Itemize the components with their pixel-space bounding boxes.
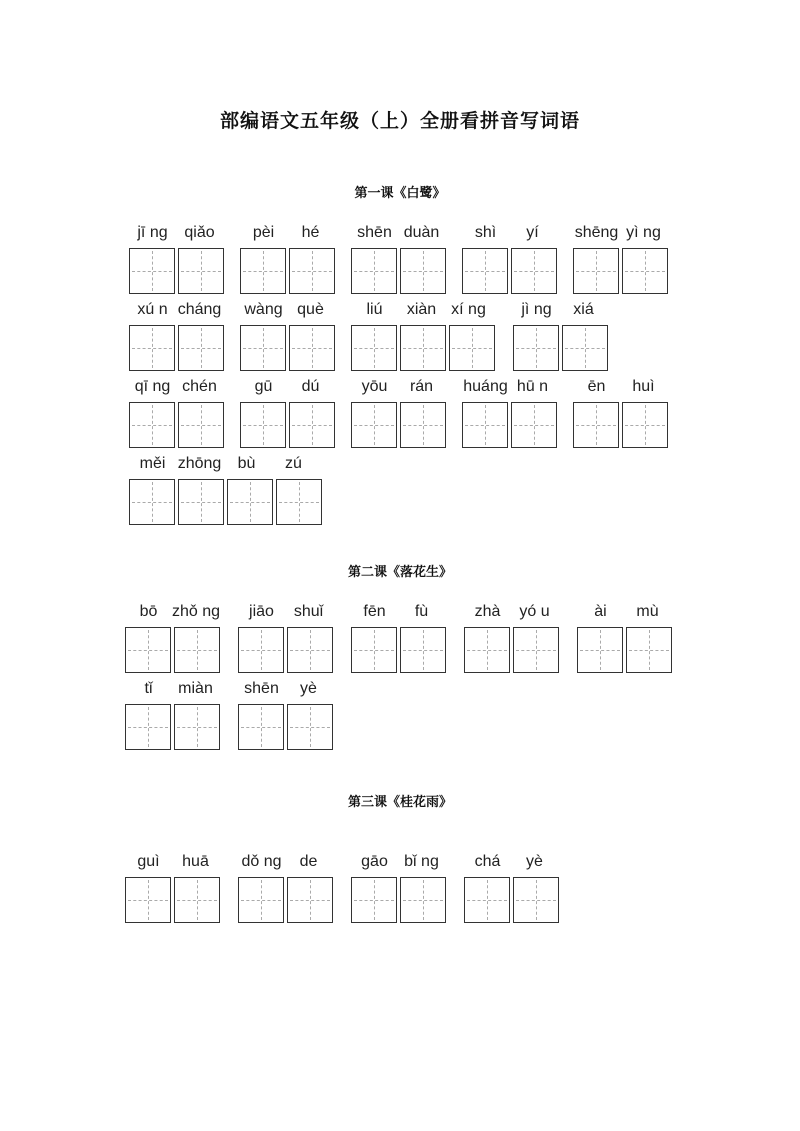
pinyin-syllable: ài bbox=[594, 603, 607, 620]
tianzige-cell[interactable] bbox=[511, 248, 557, 294]
pinyin-row bbox=[351, 853, 445, 877]
word-item bbox=[577, 603, 672, 673]
writing-cells bbox=[240, 248, 335, 294]
pinyin-syllable: què bbox=[297, 301, 324, 318]
writing-cells bbox=[129, 479, 322, 525]
tianzige-cell[interactable] bbox=[400, 877, 446, 923]
pinyin-syllable: hé bbox=[301, 224, 320, 241]
tianzige-cell[interactable] bbox=[178, 479, 224, 525]
pinyin-row bbox=[240, 224, 334, 248]
word-item bbox=[351, 224, 446, 294]
pinyin-row bbox=[351, 378, 445, 402]
word-item bbox=[125, 680, 220, 750]
word-item bbox=[240, 224, 335, 294]
tianzige-cell[interactable] bbox=[125, 704, 171, 750]
pinyin-syllable: hū n bbox=[516, 378, 549, 395]
pinyin-row bbox=[573, 378, 667, 402]
tianzige-cell[interactable] bbox=[400, 325, 446, 371]
writing-cells bbox=[573, 248, 668, 294]
pinyin-syllable: huā bbox=[182, 853, 209, 870]
pinyin-row bbox=[238, 680, 332, 704]
writing-cells bbox=[238, 704, 333, 750]
word-item bbox=[513, 301, 608, 371]
pinyin-syllable: shēng bbox=[574, 224, 619, 241]
pinyin-syllable: fēn bbox=[363, 603, 386, 620]
writing-cells bbox=[129, 402, 224, 448]
pinyin-row bbox=[129, 455, 317, 479]
writing-cells bbox=[513, 325, 608, 371]
pinyin-syllable: liú bbox=[366, 301, 383, 318]
writing-cells bbox=[351, 627, 446, 673]
writing-cells bbox=[351, 402, 446, 448]
tianzige-cell[interactable] bbox=[400, 627, 446, 673]
pinyin-row bbox=[238, 853, 332, 877]
pinyin-row bbox=[240, 378, 334, 402]
pinyin-row bbox=[573, 224, 667, 248]
word-item bbox=[351, 378, 446, 448]
tianzige-cell[interactable] bbox=[351, 402, 397, 448]
pinyin-row bbox=[462, 224, 556, 248]
pinyin-syllable: zhà bbox=[474, 603, 501, 620]
tianzige-cell[interactable] bbox=[351, 325, 397, 371]
tianzige-cell[interactable] bbox=[174, 704, 220, 750]
page-title: 部编语文五年级（上）全册看拼音写词语 bbox=[219, 110, 580, 132]
word-item bbox=[129, 455, 322, 525]
tianzige-cell[interactable] bbox=[125, 877, 171, 923]
tianzige-cell[interactable] bbox=[125, 627, 171, 673]
word-item bbox=[351, 603, 446, 673]
tianzige-cell[interactable] bbox=[464, 627, 510, 673]
writing-cells bbox=[238, 627, 333, 673]
pinyin-syllable: yí bbox=[526, 224, 539, 241]
pinyin-syllable: bō bbox=[139, 603, 158, 620]
tianzige-cell[interactable] bbox=[351, 248, 397, 294]
pinyin-syllable: gū bbox=[254, 378, 273, 395]
pinyin-syllable: shēn bbox=[244, 680, 279, 697]
pinyin-row bbox=[351, 603, 445, 627]
pinyin-syllable: guì bbox=[137, 853, 160, 870]
word-item bbox=[573, 224, 668, 294]
writing-cells bbox=[238, 877, 333, 923]
lesson-heading: 第一课《白鹭》 bbox=[354, 186, 446, 201]
tianzige-cell[interactable] bbox=[513, 325, 559, 371]
word-item bbox=[129, 378, 224, 448]
tianzige-cell[interactable] bbox=[178, 248, 224, 294]
pinyin-syllable: zhǒ ng bbox=[172, 603, 221, 620]
word-item bbox=[238, 603, 333, 673]
writing-cells bbox=[573, 402, 668, 448]
tianzige-cell[interactable] bbox=[462, 248, 508, 294]
word-item bbox=[240, 301, 335, 371]
tianzige-cell[interactable] bbox=[622, 402, 668, 448]
pinyin-syllable: huáng bbox=[463, 378, 508, 395]
pinyin-syllable: xiàn bbox=[406, 301, 437, 318]
pinyin-syllable: duàn bbox=[403, 224, 440, 241]
tianzige-cell[interactable] bbox=[449, 325, 495, 371]
pinyin-syllable: shì bbox=[474, 224, 497, 241]
tianzige-cell[interactable] bbox=[240, 402, 286, 448]
pinyin-row bbox=[129, 378, 223, 402]
word-item bbox=[462, 378, 557, 448]
lesson-heading: 第二课《落花生》 bbox=[347, 565, 452, 580]
pinyin-syllable: bǐ ng bbox=[404, 853, 439, 870]
pinyin-syllable: xú n bbox=[137, 301, 168, 318]
tianzige-cell[interactable] bbox=[573, 248, 619, 294]
pinyin-syllable: měi bbox=[139, 455, 166, 472]
word-item bbox=[351, 853, 446, 923]
pinyin-row bbox=[577, 603, 671, 627]
tianzige-cell[interactable] bbox=[129, 479, 175, 525]
pinyin-syllable: yì ng bbox=[626, 224, 661, 241]
tianzige-cell[interactable] bbox=[129, 325, 175, 371]
pinyin-row bbox=[129, 301, 223, 325]
tianzige-cell[interactable] bbox=[178, 325, 224, 371]
pinyin-syllable: bù bbox=[237, 455, 256, 472]
pinyin-syllable: chá bbox=[474, 853, 501, 870]
tianzige-cell[interactable] bbox=[289, 248, 335, 294]
pinyin-syllable: ēn bbox=[587, 378, 606, 395]
pinyin-syllable: dú bbox=[301, 378, 320, 395]
word-item bbox=[464, 853, 559, 923]
tianzige-cell[interactable] bbox=[562, 325, 608, 371]
tianzige-cell[interactable] bbox=[577, 627, 623, 673]
pinyin-syllable: fù bbox=[414, 603, 429, 620]
tianzige-cell[interactable] bbox=[513, 627, 559, 673]
pinyin-syllable: huì bbox=[632, 378, 655, 395]
pinyin-syllable: yó u bbox=[519, 603, 550, 620]
tianzige-cell[interactable] bbox=[513, 877, 559, 923]
word-item bbox=[238, 680, 333, 750]
tianzige-cell[interactable] bbox=[238, 627, 284, 673]
pinyin-row bbox=[513, 301, 607, 325]
tianzige-cell[interactable] bbox=[129, 402, 175, 448]
tianzige-cell[interactable] bbox=[238, 704, 284, 750]
tianzige-cell[interactable] bbox=[622, 248, 668, 294]
tianzige-cell[interactable] bbox=[287, 704, 333, 750]
writing-cells bbox=[464, 877, 559, 923]
pinyin-syllable: qiǎo bbox=[184, 224, 215, 241]
pinyin-row bbox=[240, 301, 334, 325]
word-item bbox=[125, 603, 220, 673]
pinyin-syllable: jiāo bbox=[249, 603, 274, 620]
writing-cells bbox=[129, 248, 224, 294]
pinyin-row bbox=[464, 603, 558, 627]
writing-cells bbox=[240, 402, 335, 448]
pinyin-syllable: cháng bbox=[177, 301, 222, 318]
word-item bbox=[125, 853, 220, 923]
tianzige-cell[interactable] bbox=[240, 248, 286, 294]
pinyin-syllable: miàn bbox=[178, 680, 213, 697]
tianzige-cell[interactable] bbox=[238, 877, 284, 923]
tianzige-cell[interactable] bbox=[287, 627, 333, 673]
word-item bbox=[462, 224, 557, 294]
pinyin-syllable: dǒ ng bbox=[241, 853, 282, 870]
pinyin-syllable: yè bbox=[526, 853, 543, 870]
tianzige-cell[interactable] bbox=[351, 627, 397, 673]
tianzige-cell[interactable] bbox=[129, 248, 175, 294]
tianzige-cell[interactable] bbox=[240, 325, 286, 371]
pinyin-row bbox=[125, 603, 219, 627]
pinyin-row bbox=[125, 853, 219, 877]
word-item bbox=[573, 378, 668, 448]
pinyin-row bbox=[351, 224, 445, 248]
tianzige-cell[interactable] bbox=[174, 627, 220, 673]
tianzige-cell[interactable] bbox=[174, 877, 220, 923]
writing-cells bbox=[240, 325, 335, 371]
pinyin-syllable: qī ng bbox=[134, 378, 171, 395]
writing-cells bbox=[125, 627, 220, 673]
tianzige-cell[interactable] bbox=[464, 877, 510, 923]
pinyin-syllable: pèi bbox=[252, 224, 275, 241]
pinyin-syllable: zhōng bbox=[177, 455, 222, 472]
writing-cells bbox=[577, 627, 672, 673]
lesson-heading: 第三课《桂花雨》 bbox=[347, 795, 452, 810]
writing-cells bbox=[125, 877, 220, 923]
pinyin-syllable: tǐ bbox=[144, 680, 153, 697]
pinyin-syllable: mù bbox=[636, 603, 659, 620]
writing-cells bbox=[464, 627, 559, 673]
tianzige-cell[interactable] bbox=[178, 402, 224, 448]
writing-cells bbox=[462, 402, 557, 448]
pinyin-syllable: xí ng bbox=[451, 301, 486, 318]
tianzige-cell[interactable] bbox=[289, 402, 335, 448]
tianzige-cell[interactable] bbox=[400, 248, 446, 294]
tianzige-cell[interactable] bbox=[276, 479, 322, 525]
pinyin-row bbox=[238, 603, 332, 627]
pinyin-syllable: chén bbox=[182, 378, 217, 395]
pinyin-row bbox=[351, 301, 492, 325]
pinyin-syllable: yè bbox=[300, 680, 317, 697]
pinyin-row bbox=[462, 378, 556, 402]
pinyin-syllable: zú bbox=[285, 455, 302, 472]
tianzige-cell[interactable] bbox=[511, 402, 557, 448]
pinyin-syllable: shēn bbox=[357, 224, 392, 241]
tianzige-cell[interactable] bbox=[289, 325, 335, 371]
pinyin-syllable: gāo bbox=[361, 853, 388, 870]
tianzige-cell[interactable] bbox=[573, 402, 619, 448]
tianzige-cell[interactable] bbox=[227, 479, 273, 525]
pinyin-syllable: jī ng bbox=[137, 224, 168, 241]
pinyin-syllable: jì ng bbox=[521, 301, 552, 318]
word-item bbox=[129, 301, 224, 371]
word-item bbox=[240, 378, 335, 448]
writing-cells bbox=[125, 704, 220, 750]
pinyin-syllable: shuǐ bbox=[293, 603, 324, 620]
word-item bbox=[351, 301, 495, 371]
pinyin-row bbox=[125, 680, 219, 704]
word-item bbox=[238, 853, 333, 923]
pinyin-syllable: yōu bbox=[361, 378, 388, 395]
writing-cells bbox=[351, 248, 446, 294]
tianzige-cell[interactable] bbox=[626, 627, 672, 673]
tianzige-cell[interactable] bbox=[400, 402, 446, 448]
word-item bbox=[129, 224, 224, 294]
tianzige-cell[interactable] bbox=[287, 877, 333, 923]
writing-cells bbox=[351, 325, 495, 371]
pinyin-syllable: xiá bbox=[573, 301, 594, 318]
pinyin-row bbox=[464, 853, 558, 877]
pinyin-syllable: rán bbox=[409, 378, 434, 395]
writing-cells bbox=[129, 325, 224, 371]
writing-cells bbox=[351, 877, 446, 923]
tianzige-cell[interactable] bbox=[462, 402, 508, 448]
pinyin-syllable: de bbox=[299, 853, 318, 870]
tianzige-cell[interactable] bbox=[351, 877, 397, 923]
word-item bbox=[464, 603, 559, 673]
pinyin-syllable: wàng bbox=[244, 301, 283, 318]
pinyin-row bbox=[129, 224, 223, 248]
writing-cells bbox=[462, 248, 557, 294]
